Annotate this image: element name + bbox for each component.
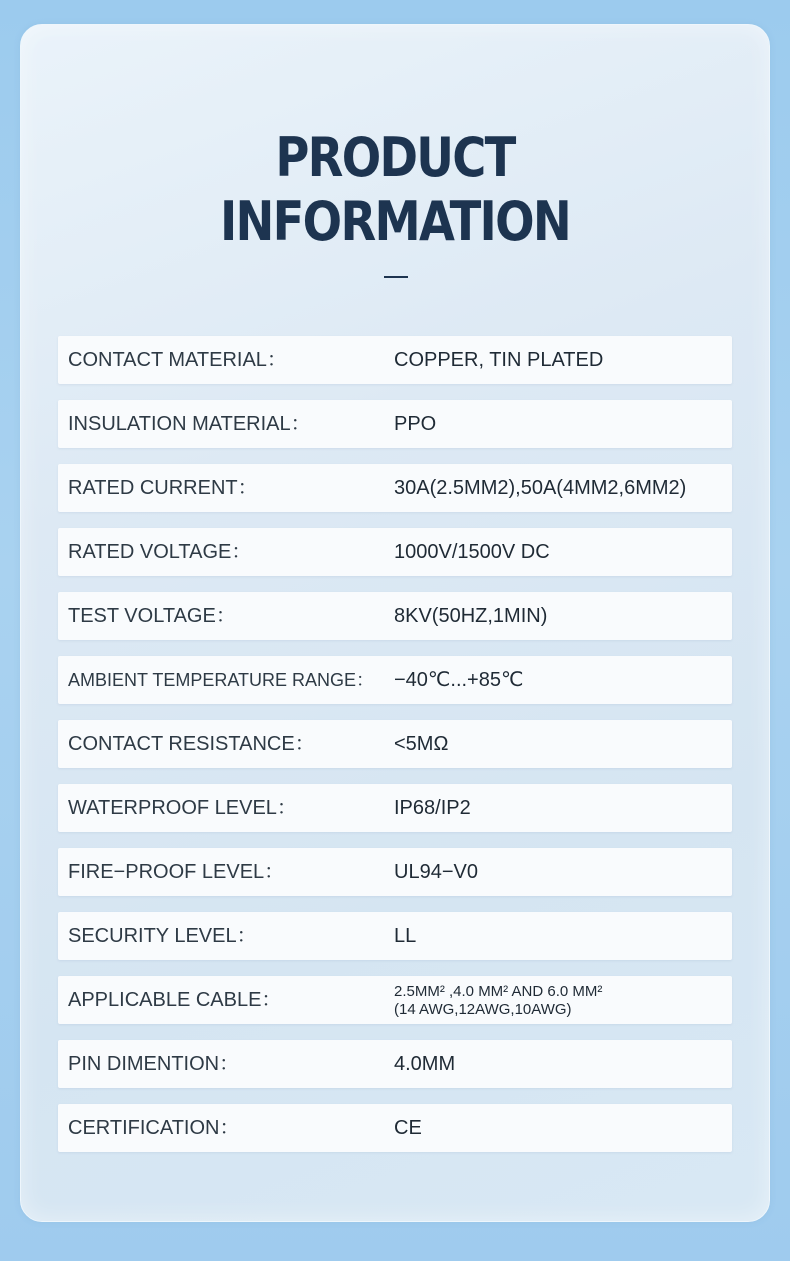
spec-row-insulation-material	[58, 400, 732, 448]
title-divider	[384, 276, 408, 278]
spec-label: APPLICABLE CABLE：	[68, 989, 282, 1011]
spec-row-waterproof-level	[58, 784, 732, 832]
spec-label: CONTACT MATERIAL：	[68, 349, 287, 371]
title-line-2: INFORMATION	[219, 190, 571, 253]
spec-value: UL94−V0	[394, 861, 478, 883]
spec-value-line-2: (14 AWG,12AWG,10AWG)	[394, 1001, 572, 1018]
spec-row-security-level	[58, 912, 732, 960]
spec-row-pin-dimention	[58, 1040, 732, 1088]
spec-row-certification	[58, 1104, 732, 1152]
spec-value: <5MΩ	[394, 733, 449, 755]
spec-label: AMBIENT TEMPERATURE RANGE：	[68, 670, 375, 690]
spec-label: INSULATION MATERIAL：	[68, 413, 311, 435]
spec-value: IP68/IP2	[394, 797, 471, 819]
spec-label: CONTACT RESISTANCE：	[68, 733, 315, 755]
spec-value	[394, 983, 602, 1019]
spec-label: RATED CURRENT：	[68, 477, 258, 499]
spec-value: COPPER, TIN PLATED	[394, 349, 604, 371]
spec-label: FIRE−PROOF LEVEL：	[68, 861, 285, 883]
spec-value: PPO	[394, 413, 437, 435]
spec-row-applicable-cable	[58, 976, 732, 1024]
spec-row-rated-voltage	[58, 528, 732, 576]
spec-label: TEST VOLTAGE：	[68, 605, 236, 627]
spec-row-test-voltage	[58, 592, 732, 640]
spec-table	[58, 336, 732, 1168]
spec-label: SECURITY LEVEL：	[68, 925, 257, 947]
spec-value: −40℃...+85℃	[394, 669, 524, 691]
spec-value: 1000V/1500V DC	[394, 541, 550, 563]
spec-value: LL	[394, 925, 417, 947]
title-line-1: PRODUCT	[275, 126, 515, 189]
page-title	[55, 126, 734, 254]
spec-row-rated-current	[58, 464, 732, 512]
spec-value: 30A(2.5MM2),50A(4MM2,6MM2)	[394, 477, 687, 499]
spec-row-contact-material	[58, 336, 732, 384]
spec-label: PIN DIMENTION：	[68, 1053, 240, 1075]
spec-label: CERTIFICATION：	[68, 1117, 240, 1139]
spec-row-ambient-temperature	[58, 656, 732, 704]
spec-value: 4.0MM	[394, 1053, 456, 1075]
spec-value: 8KV(50HZ,1MIN)	[394, 605, 548, 627]
spec-value: CE	[394, 1117, 422, 1139]
spec-label: WATERPROOF LEVEL：	[68, 797, 297, 819]
spec-row-fire-proof-level	[58, 848, 732, 896]
spec-label: RATED VOLTAGE：	[68, 541, 252, 563]
spec-value-line-1: 2.5MM² ,4.0 MM² AND 6.0 MM²	[394, 983, 603, 1000]
spec-row-contact-resistance	[58, 720, 732, 768]
